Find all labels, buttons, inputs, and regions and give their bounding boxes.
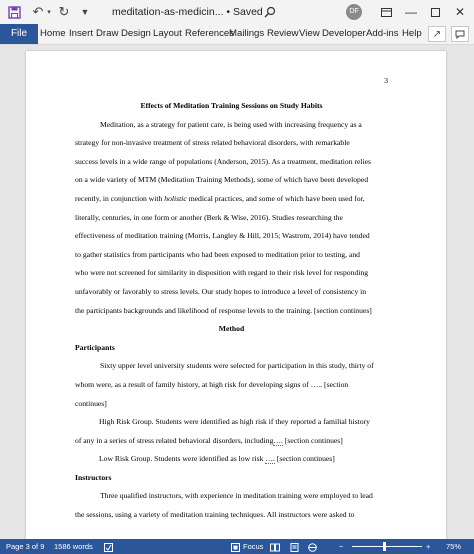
account-avatar[interactable]: DF: [346, 4, 362, 20]
tab-home[interactable]: Home: [40, 28, 66, 39]
redo-icon[interactable]: ↻: [58, 4, 70, 19]
paragraph-line: the sessions, using a variety of meditation training techniques. All instructors were asked to: [75, 510, 355, 520]
page-number: 3: [384, 76, 388, 85]
proofing-icon[interactable]: [104, 539, 113, 554]
save-icon[interactable]: [5, 3, 23, 21]
spelling-flag[interactable]: ….: [265, 454, 275, 464]
paragraph-line: literally, centuries, in one form or another (Berk & Wise, 2016). Studies researching the: [75, 212, 343, 222]
paragraph-line: whom were, as a result of family history, at high risk for developing signs of ….. [section: [75, 379, 349, 389]
zoom-level[interactable]: 75%: [446, 542, 462, 551]
zoom-out-icon[interactable]: −: [339, 542, 344, 551]
minimize-icon[interactable]: —: [405, 5, 417, 19]
close-icon[interactable]: ✕: [454, 5, 466, 19]
text-run: Low Risk Group. Students were identified as low risk: [99, 454, 264, 464]
paragraph-line: to gather statistics from participants who had been exposed to meditation prior to testing, and: [75, 249, 360, 259]
page-count[interactable]: Page 3 of 9: [6, 542, 45, 551]
paragraph-line: [75, 432, 388, 451]
paragraph-line: strategy for non-invasive treatment of stress related behavioral disorders, with remarkable: [75, 138, 350, 148]
tab-view[interactable]: View: [299, 28, 320, 39]
paragraph-line: on a wide variety of MTM (Meditation Training Methods), some of which have been developed: [75, 175, 369, 185]
tab-help[interactable]: Help: [402, 28, 422, 39]
spelling-flag[interactable]: ….: [273, 435, 283, 445]
paragraph-line: unfavorably or favorably to stress levels. Our study hopes to introduce a level of consistency in: [75, 286, 367, 296]
tab-insert[interactable]: Insert: [69, 28, 93, 39]
instructors-heading: Instructors: [75, 472, 112, 482]
customize-toolbar-icon[interactable]: ▼: [80, 7, 90, 17]
ribbon-display-options-icon[interactable]: [372, 0, 400, 24]
document-title-heading: Effects of Meditation Training Sessions on Study Habits: [140, 101, 323, 110]
text-run: [section continues]: [276, 454, 335, 464]
paragraph-line: [75, 190, 388, 209]
word-count[interactable]: 1586 words: [54, 542, 93, 551]
tab-file[interactable]: File: [0, 24, 38, 44]
document-page[interactable]: [26, 51, 446, 551]
paragraph-line: Sixty upper level university students were selected for participation in this study, thirty of: [100, 361, 374, 371]
comments-icon[interactable]: [451, 26, 469, 42]
share-icon[interactable]: ↗: [428, 26, 446, 42]
tab-add-ins[interactable]: Add-ins: [366, 28, 399, 39]
text-run: medical practices, and some of which have been used for,: [188, 193, 365, 203]
text-run: recently, in conjunction with: [75, 193, 163, 203]
tab-references[interactable]: References: [185, 28, 235, 39]
paragraph-line: effectiveness of meditation training (Morris, Langley & Hill, 2015; Wastrom, 2014) have tended: [75, 231, 370, 241]
paragraph-line: [75, 450, 388, 469]
text-run: of any in a series of stress related behavioral disorders, including: [75, 435, 274, 445]
ribbon-tabs: [0, 24, 474, 45]
italic-text: holistic: [164, 193, 187, 203]
print-layout-icon[interactable]: [290, 539, 299, 554]
paragraph-line: the participants backgrounds and likelihood of response levels to the training. [section continues]: [75, 305, 372, 315]
paragraph-line: continues]: [75, 398, 107, 408]
read-mode-icon[interactable]: [270, 539, 280, 554]
focus-icon[interactable]: [231, 539, 240, 554]
tab-layout[interactable]: Layout: [153, 28, 182, 39]
maximize-icon[interactable]: [421, 0, 449, 24]
tab-design[interactable]: Design: [121, 28, 151, 39]
status-bar: [0, 539, 474, 554]
undo-icon[interactable]: ↶: [32, 4, 44, 19]
focus-button[interactable]: Focus: [243, 542, 264, 551]
tab-review[interactable]: Review: [267, 28, 299, 39]
tab-draw[interactable]: Draw: [96, 28, 119, 39]
zoom-in-icon[interactable]: +: [426, 542, 431, 551]
paragraph-line: Meditation, as a strategy for patient care, is being used with increasing frequency as a: [100, 119, 362, 129]
document-body[interactable]: [75, 97, 388, 525]
search-icon[interactable]: [262, 3, 278, 21]
document-canvas[interactable]: [0, 45, 474, 539]
undo-dropdown-icon[interactable]: ▾: [47, 9, 51, 16]
document-title: meditation-as-medicin... • Saved: [112, 6, 263, 18]
tab-developer[interactable]: Developer: [322, 28, 366, 39]
zoom-slider-thumb[interactable]: [383, 542, 386, 551]
paragraph-line: who were not screened for similarity in disposition with regard to their risk level for responding: [75, 268, 369, 278]
paragraph-line: High Risk Group. Students were identified as high risk if they reported a familial history: [99, 417, 370, 427]
title-bar: [0, 0, 474, 24]
web-layout-icon[interactable]: [308, 539, 317, 554]
paragraph-line: success levels in a wide range of populations (Anderson, 2015). As a treatment, meditation relies: [75, 156, 371, 166]
zoom-slider[interactable]: [352, 546, 422, 547]
participants-heading: Participants: [75, 342, 115, 352]
text-run: [section continues]: [284, 435, 343, 445]
paragraph-line: Three qualified instructors, with experience in meditation training were employed to lead: [100, 491, 373, 501]
tab-mailings[interactable]: Mailings: [229, 28, 265, 39]
method-heading: Method: [218, 324, 245, 334]
